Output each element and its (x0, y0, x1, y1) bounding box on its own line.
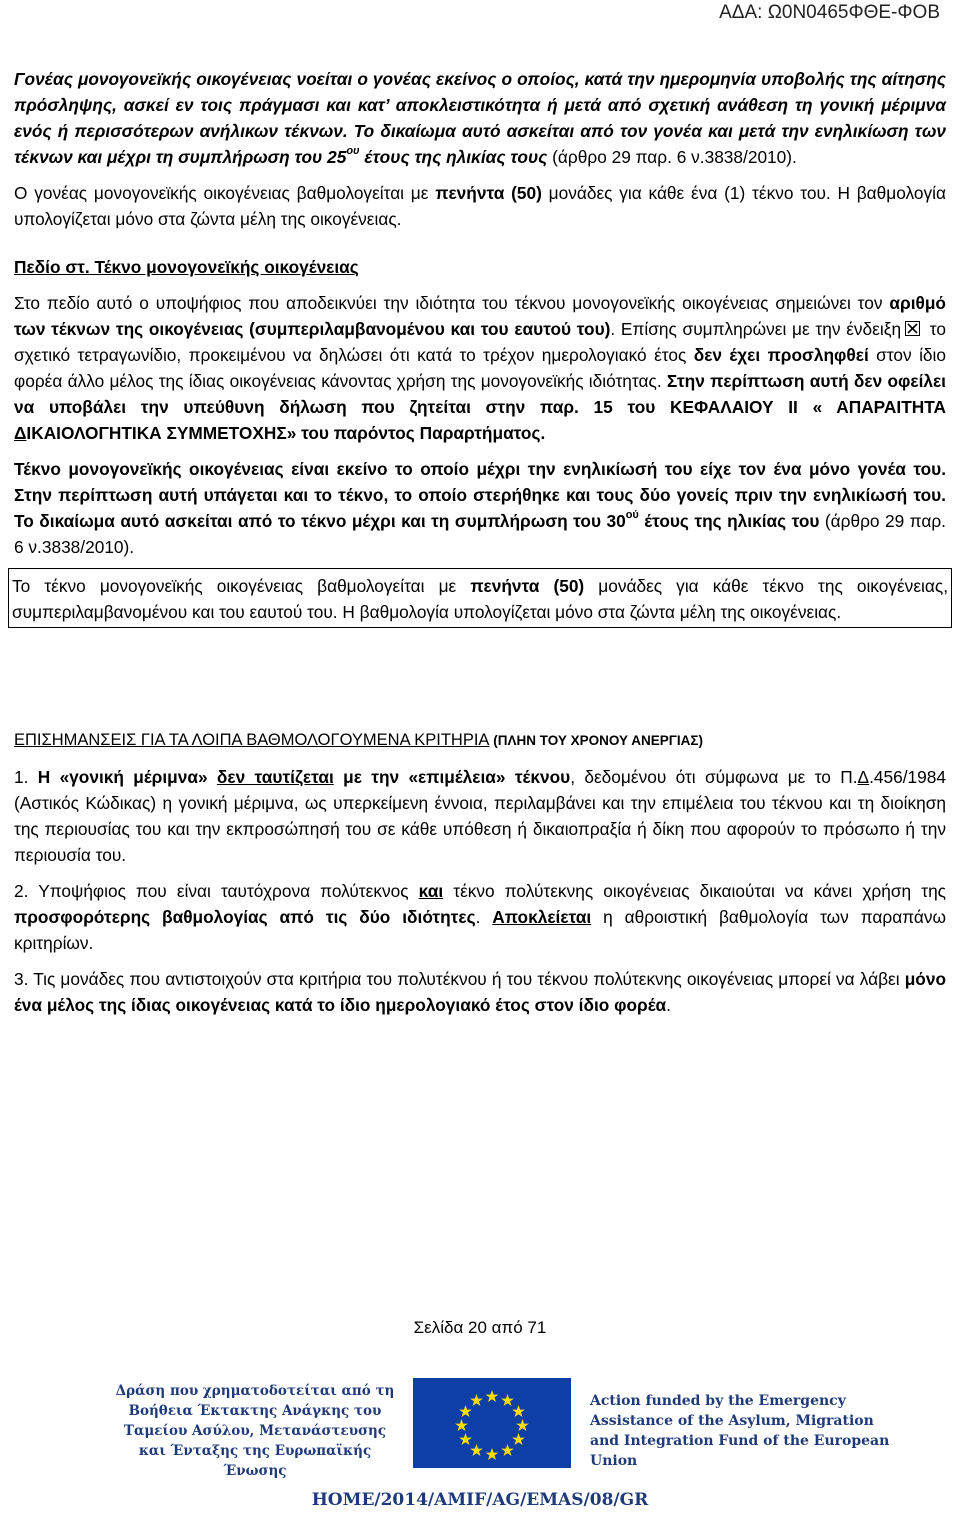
project-code: HOME/2014/AMIF/AG/EMAS/08/GR (311, 1490, 649, 1510)
note-3: 3. Τις μονάδες που αντιστοιχούν στα κριτήρια του πολυτέκνου ή του τέκνου πολύτεκνης οικογένειας μπορεί να λάβει μόνο ένα μέλος της ίδιας οικογένειας κατά το ίδιο ημερολογιακό έτος στον ίδιο φορέα. (14, 969, 946, 1015)
checked-box-icon (905, 321, 920, 336)
note-2: 2. Υποψήφιος που είναι ταυτόχρονα πολύτεκνος και τέκνο πολύτεκνης οικογένειας δικαιούται να κάνει χρήση της προσφορότερης βαθμολογίας από τις δύο ιδιότητες. Αποκλείεται η αθροιστική βαθμολογία των παραπάνω κριτηρίων. (14, 881, 947, 953)
notes-heading: ΕΠΙΣΗΜΑΝΣΕΙΣ ΓΙΑ ΤΑ ΛΟΙΠΑ ΒΑΘΜΟΛΟΓΟΥΜΕΝΑ ΚΡΙΤΗΡΙΑ (ΠΛΗΝ ΤΟΥ ΧΡΟΝΟΥ ΑΝΕΡΓΙΑΣ) (14, 731, 703, 749)
paragraph-parent-score: Ο γονέας μονογονεϊκής οικογένειας βαθμολογείται με πενήντα (50) μονάδες για κάθε ένα (1) τέκνο του. Η βαθμολογία υπολογίζεται μόνο στα ζώντα μέλη της οικογένειας. (14, 183, 946, 229)
page-number: Σελίδα 20 από 71 (413, 1318, 547, 1337)
note-1: 1. Η «γονική μέριμνα» δεν ταυτίζεται με την «επιμέλεια» τέκνου, δεδομένου ότι σύμφωνα με το Π.Δ.456/1984 (Αστικός Κώδικας) η γονική μέριμνα, ως υπερκείμενη έννοια, περιλαμβάνει και την επιμέλεια του τέκνου και τη διοίκηση της περιουσίας του και την εκπροσώπησή του σε κάθε υπόθεση ή δικαιοπραξία ή δίκη που αφορούν το πρόσωπο ή την περιουσία του. (14, 767, 946, 865)
boxed-child-score: Το τέκνο μονογονεϊκής οικογένειας βαθμολογείται με πενήντα (50) μονάδες για κάθε τέκνο της οικογένειας, συμπεριλαμβανομένου και του εαυτού του. Η βαθμολογία υπολογίζεται μόνο στα ζώντα μέλη της οικογένειας. (8, 568, 952, 628)
funding-text-greek: Δράση που χρηματοδοτείται από τη Βοήθεια Έκτακτης Ανάγκης του Ταμείου Ασύλου, Μετανάστευσης και Ένταξης της Ευρωπαϊκής Ένωσης (115, 1383, 395, 1479)
paragraph-child-definition: Τέκνο μονογονεϊκής οικογένειας είναι εκείνο το οποίο μέχρι την ενηλικίωσή του είχε τον ένα μόνο γονέα του. Στην περίπτωση αυτή υπάγεται και το τέκνο, το οποίο στερήθηκε και τους δύο γονείς πριν την ενηλικίωσή του. Το δικαίωμα αυτό ασκείται από το τέκνο μέχρι και τη συμπλήρωση του $30^{oύ}$ έτους της ηλικίας του (άρθρο 29 παρ. 6 ν.3838/2010). (14, 459, 946, 557)
funding-text-english: Action funded by the Emergency Assistance of the Asylum, Migration and Integration Fund of the European Union (590, 1393, 890, 1469)
paragraph-single-parent: Γονέας μονογονεϊκής οικογένειας νοείται ο γονέας εκείνος ο οποίος, κατά την ημερομηνία υποβολής της αίτησης πρόσληψης, ασκεί εν τοις πράγμασι και κατ’ αποκλειστικότητα ή μετά από σχετική ανάθεση τη γονική μέριμνα ενός ή περισσότερων ανήλικων τέκνων. Το δικαίωμα αυτό ασκείται από τον γονέα και μετά την ενηλικίωση των τέκνων και μέχρι τη συμπλήρωση του $25^{o\upsilon}$ έτους της ηλικίας τους (άρθρο 29 παρ. 6 ν.3838/2010). (14, 69, 946, 167)
document-body (14, 66, 946, 1018)
section-heading: Πεδίο στ. Τέκνο μονογονεϊκής οικογένειας (14, 257, 359, 277)
paragraph-field-instructions: Στο πεδίο αυτό ο υποψήφιος που αποδεικνύει την ιδιότητα του τέκνου μονογονεϊκής οικογένειας σημειώνει τον αριθμό των τέκνων της οικογένειας (συμπεριλαμβανομένου και του εαυτού του). Επίσης συμπληρώνει με την ένδειξη το σχετικό τετραγωνίδιο, προκειμένου να δηλώσει ότι κατά το τρέχον ημερολογιακό έτος δεν έχει προσληφθεί στον ίδιο φορέα άλλο μέλος της ίδιας οικογένειας κάνοντας χρήση της μονογονεϊκής ιδιότητας. Στην περίπτωση αυτή δεν οφείλει να υποβάλει την υπεύθυνη δήλωση που ζητείται στην παρ. 15 του ΚΕΦΑΛΑΙΟΥ ΙΙ « ΑΠΑΡΑΙΤΗΤΑ ΔΙΚΑΙΟΛΟΓΗΤΙΚΑ ΣΥΜΜΕΤΟΧΗΣ» του παρόντος Παραρτήματος. (14, 293, 946, 443)
ada-code: ΑΔΑ: Ω0Ν0465ΦΘΕ-ΦΟΒ (719, 2, 940, 23)
eu-flag-icon (413, 1378, 571, 1468)
